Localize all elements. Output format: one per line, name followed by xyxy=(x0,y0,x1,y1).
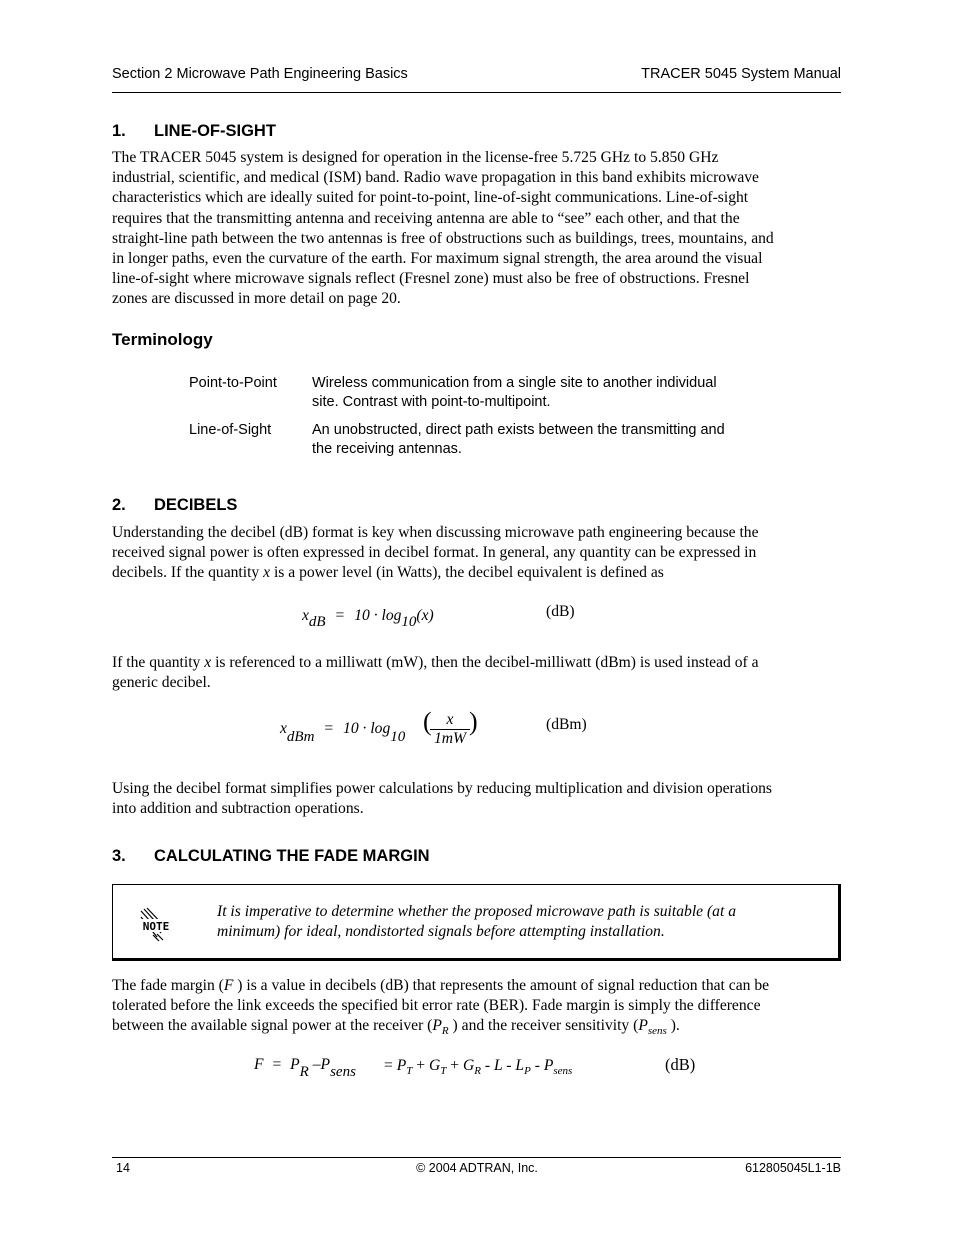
eq-pr: P xyxy=(290,1056,300,1073)
section-heading-decibels xyxy=(112,496,237,515)
paragraph-line xyxy=(112,976,844,996)
eq-ps: P xyxy=(320,1056,331,1073)
header-rule xyxy=(112,92,841,93)
eq-equals: = xyxy=(384,1057,393,1074)
definition-line: site. Contrast with point-to-multipoint. xyxy=(312,394,551,410)
eq-plus: + xyxy=(450,1057,460,1074)
simplifies-paragraph xyxy=(112,779,844,819)
eq-sub-t: T xyxy=(406,1065,413,1077)
equation-unit-db: (dB) xyxy=(665,1055,696,1074)
fraction xyxy=(430,711,470,748)
paragraph-line: in longer paths, even the curvature of the earth. For maximum signal strength, the area around the visual xyxy=(112,250,763,268)
fade-margin-paragraph xyxy=(112,976,844,1042)
eq-l: L xyxy=(493,1057,503,1074)
paragraph-line: straight-line path between the two antennas is free of obstructions such as buildings, trees, mountains, and xyxy=(112,229,774,247)
equation-unit-dbm: (dBm) xyxy=(546,716,587,733)
eq-f: F xyxy=(254,1056,264,1073)
variable-p: P xyxy=(638,1017,648,1035)
eq-coefficient: 10 · log xyxy=(354,607,402,624)
section-title: LINE-OF-SIGHT xyxy=(154,122,276,140)
subscript-r: R xyxy=(441,1025,449,1038)
note-text xyxy=(217,902,817,942)
eq-argument: (x) xyxy=(416,607,434,624)
copyright: © 2004 ADTRAN, Inc. xyxy=(416,1161,538,1175)
section-number: 2. xyxy=(112,496,126,514)
eq-lhs-subscript: dB xyxy=(308,614,326,630)
decibels-paragraph xyxy=(112,523,844,584)
equation-dbm xyxy=(280,720,405,746)
eq-sub-r: R xyxy=(299,1064,309,1080)
eq-plus: + xyxy=(416,1057,426,1074)
eq-sub-r: R xyxy=(474,1065,481,1077)
paragraph-line: requires that the transmitting antenna and receiving antenna are able to “see” each other, and that the xyxy=(112,209,740,227)
variable-f: F xyxy=(223,977,234,994)
variable-x: x xyxy=(204,654,212,671)
eq-minus: – xyxy=(312,1056,321,1073)
eq-gt: G xyxy=(428,1057,441,1074)
variable-p: P xyxy=(432,1017,442,1035)
eq-minus: - xyxy=(506,1057,512,1074)
fraction-denominator: 1mW xyxy=(430,729,470,748)
paragraph-line: tolerated before the link exceeds the specified bit error rate (BER). Fade margin is simply the difference xyxy=(112,997,761,1015)
document-number: 612805045L1-1B xyxy=(745,1161,841,1175)
paragraph-line: characteristics which are ideally suited for point-to-point, line-of-sight communications. Line-of-sight xyxy=(112,189,749,207)
equation-decibel xyxy=(302,607,434,631)
eq-pt: P xyxy=(396,1057,407,1074)
eq-equals: = xyxy=(324,720,334,737)
paragraph-line: Using the decibel format simplifies power calculations by reducing multiplication and division operations xyxy=(112,780,772,797)
eq-equals: = xyxy=(335,607,345,624)
paragraph-line xyxy=(112,653,844,673)
page-number: 14 xyxy=(116,1161,130,1175)
note-icon-label: NOTE xyxy=(142,920,170,933)
term-row-point-to-point xyxy=(189,374,769,414)
paren-left: ( xyxy=(423,707,432,736)
line-of-sight-paragraph xyxy=(112,148,844,310)
text-run: between the available signal power at the receiver ( xyxy=(112,1017,433,1035)
eq-lp: L xyxy=(515,1057,525,1074)
variable-x: x xyxy=(263,564,271,582)
eq-log-base: 10 xyxy=(401,614,417,630)
note-line: minimum) for ideal, nondistorted signals before attempting installation. xyxy=(217,923,665,941)
paragraph-line: Understanding the decibel (dB) format is key when discussing microwave path engineering because the xyxy=(112,524,759,541)
paragraph-line xyxy=(112,1016,844,1041)
eq-sub-p: P xyxy=(524,1065,531,1077)
paragraph-line: generic decibel. xyxy=(112,674,211,692)
dbm-paragraph xyxy=(112,653,844,693)
paragraph-line xyxy=(112,563,844,583)
text-run: ). xyxy=(666,1017,680,1035)
section-heading-fade-margin xyxy=(112,847,430,866)
eq-minus: - xyxy=(534,1057,540,1074)
text-run: The fade margin ( xyxy=(112,977,224,994)
term: Line-of-Sight xyxy=(189,422,272,438)
paragraph-line: zones are discussed in more detail on page 20. xyxy=(112,290,401,308)
eq-sub-sens: sens xyxy=(553,1065,573,1077)
definition-line: the receiving antennas. xyxy=(312,441,462,457)
equation-fade-margin-expanded xyxy=(384,1057,572,1077)
definition-line: An unobstructed, direct path exists between the transmitting and xyxy=(312,422,725,438)
text-run: is a power level (in Watts), the decibel equivalent is defined as xyxy=(270,564,664,582)
term-definition xyxy=(312,421,767,459)
eq-sub-t: T xyxy=(440,1065,447,1077)
eq-ps: P xyxy=(543,1057,554,1074)
equation-unit-db: (dB) xyxy=(546,603,575,620)
paragraph-line: into addition and subtraction operations. xyxy=(112,800,364,818)
fraction-numerator: x xyxy=(446,711,454,728)
note-icon xyxy=(139,907,173,943)
paragraph-line: The TRACER 5045 system is designed for operation in the license-free 5.725 GHz to 5.850 GHz xyxy=(112,149,719,166)
eq-lhs: x xyxy=(280,720,287,737)
text-run: If the quantity xyxy=(112,654,205,671)
eq-lhs: x xyxy=(302,607,309,624)
eq-equals: = xyxy=(272,1056,282,1073)
section-number: 3. xyxy=(112,847,126,865)
eq-sub-sens: sens xyxy=(330,1064,356,1080)
term-row-line-of-sight xyxy=(189,421,769,461)
footer-rule xyxy=(112,1157,841,1158)
eq-log-base: 10 xyxy=(390,729,406,745)
note-line: It is imperative to determine whether the proposed microwave path is suitable (at a xyxy=(217,903,736,920)
term-definition xyxy=(312,374,767,412)
paragraph-line: received signal power is often expressed in decibel format. In general, any quantity can be expressed in xyxy=(112,544,757,562)
section-title: DECIBELS xyxy=(154,496,238,514)
running-header-manual: TRACER 5045 System Manual xyxy=(641,66,841,82)
term: Point-to-Point xyxy=(189,375,277,391)
section-number: 1. xyxy=(112,122,126,140)
paren-right: ) xyxy=(469,707,478,736)
paragraph-line: line-of-sight where microwave signals reflect (Fresnel zone) must also be free of obstructions. Fresnel xyxy=(112,270,750,288)
text-run: is referenced to a milliwatt (mW), then the decibel-milliwatt (dBm) is used instead of a xyxy=(211,654,759,671)
eq-gr: G xyxy=(462,1057,475,1074)
section-heading-line-of-sight xyxy=(112,122,276,141)
subscript-sens: sens xyxy=(647,1025,667,1038)
definition-line: Wireless communication from a single site to another individual xyxy=(312,375,717,391)
equation-fade-margin xyxy=(254,1056,356,1081)
text-run: ) and the receiver sensitivity ( xyxy=(448,1017,639,1035)
eq-lhs-subscript: dBm xyxy=(286,729,315,745)
text-run: ) is a value in decibels (dB) that represents the amount of signal reduction that can be xyxy=(233,977,770,994)
eq-minus: - xyxy=(484,1057,491,1074)
text-run: decibels. If the quantity xyxy=(112,564,264,582)
paragraph-line: industrial, scientific, and medical (ISM) band. Radio wave propagation in this band exhibits microwave xyxy=(112,169,759,187)
eq-coefficient: 10 · log xyxy=(343,720,391,737)
terminology-heading: Terminology xyxy=(112,330,213,349)
running-header-section: Section 2 Microwave Path Engineering Basics xyxy=(112,66,408,82)
section-title: CALCULATING THE FADE MARGIN xyxy=(154,847,430,865)
